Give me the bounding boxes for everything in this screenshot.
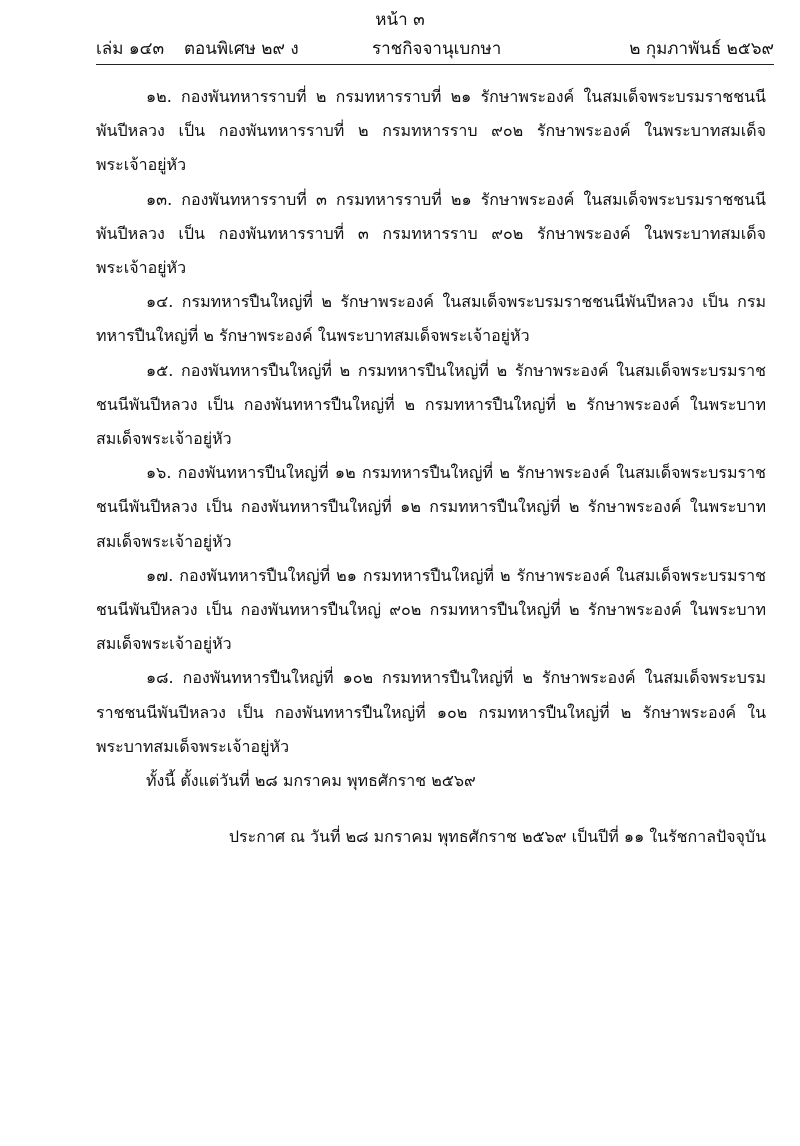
document-body	[96, 80, 766, 798]
page-number: หน้า ๓	[375, 10, 425, 30]
effective-date-statement: ทั้งนี้ ตั้งแต่วันที่ ๒๘ มกราคม พุทธศักราช ๒๕๖๙	[146, 771, 476, 791]
gazette-header	[96, 36, 774, 62]
section-label: ตอนพิเศษ ๒๙ ง	[184, 39, 299, 59]
list-item: ๑๕. กองพันทหารปืนใหญ่ที่ ๒ กรมทหารปืนใหญ่ที่ ๒ รักษาพระองค์ ในสมเด็จพระบรมราชชนนีพันปีหลวง เป็น กองพันทหารปืนใหญ่ที่ ๒ กรมทหารปืนใหญ่ที่ ๒ รักษาพระองค์ ในพระบาทสมเด็จพระเจ้าอยู่หัว	[96, 360, 766, 449]
header-divider	[96, 64, 774, 65]
list-item: ๑๔. กรมทหารปืนใหญ่ที่ ๒ รักษาพระองค์ ในสมเด็จพระบรมราชชนนีพันปีหลวง เป็น กรมทหารปืนใหญ่ที่ ๒ รักษาพระองค์ ในพระบาทสมเด็จพระเจ้าอยู่หัว	[96, 292, 766, 346]
volume-label: เล่ม ๑๔๓	[96, 39, 165, 59]
list-item: ๑๒. กองพันทหารราบที่ ๒ กรมทหารราบที่ ๒๑ รักษาพระองค์ ในสมเด็จพระบรมราชชนนีพันปีหลวง เป็น กองพันทหารราบที่ ๒ กรมทหารราบ ๙๐๒ รักษาพระองค์ ในพระบาทสมเด็จพระเจ้าอยู่หัว	[96, 87, 766, 175]
gazette-title: ราชกิจจานุเบกษา	[372, 39, 502, 59]
list-item: ๑๖. กองพันทหารปืนใหญ่ที่ ๑๒ กรมทหารปืนใหญ่ที่ ๒ รักษาพระองค์ ในสมเด็จพระบรมราชชนนีพันปีหลวง เป็น กองพันทหารปืนใหญ่ที่ ๑๒ กรมทหารปืนใหญ่ที่ ๒ รักษาพระองค์ ในพระบาทสมเด็จพระเจ้าอยู่หัว	[96, 463, 766, 551]
list-item: ๑๗. กองพันทหารปืนใหญ่ที่ ๒๑ กรมทหารปืนใหญ่ที่ ๒ รักษาพระองค์ ในสมเด็จพระบรมราชชนนีพันปีหลวง เป็น กองพันทหารปืนใหญ่ ๙๐๒ กรมทหารปืนใหญ่ที่ ๒ รักษาพระองค์ ในพระบาทสมเด็จพระเจ้าอยู่หัว	[96, 565, 766, 654]
issue-date: ๒ กุมภาพันธ์ ๒๕๖๙	[629, 39, 774, 59]
list-item: ๑๘. กองพันทหารปืนใหญ่ที่ ๑๐๒ กรมทหารปืนใหญ่ที่ ๒ รักษาพระองค์ ในสมเด็จพระบรมราชชนนีพันปีหลวง เป็น กองพันทหารปืนใหญ่ที่ ๑๐๒ กรมทหารปืนใหญ่ที่ ๒ รักษาพระองค์ ในพระบาทสมเด็จพระเจ้าอยู่หัว	[96, 668, 766, 756]
list-item: ๑๓. กองพันทหารราบที่ ๓ กรมทหารราบที่ ๒๑ รักษาพระองค์ ในสมเด็จพระบรมราชชนนีพันปีหลวง เป็น กองพันทหารราบที่ ๓ กรมทหารราบ ๙๐๒ รักษาพระองค์ ในพระบาทสมเด็จพระเจ้าอยู่หัว	[96, 189, 766, 278]
announcement-line: ประกาศ ณ วันที่ ๒๘ มกราคม พุทธศักราช ๒๕๖๙ เป็นปีที่ ๑๑ ในรัชกาลปัจจุบัน	[228, 827, 766, 846]
